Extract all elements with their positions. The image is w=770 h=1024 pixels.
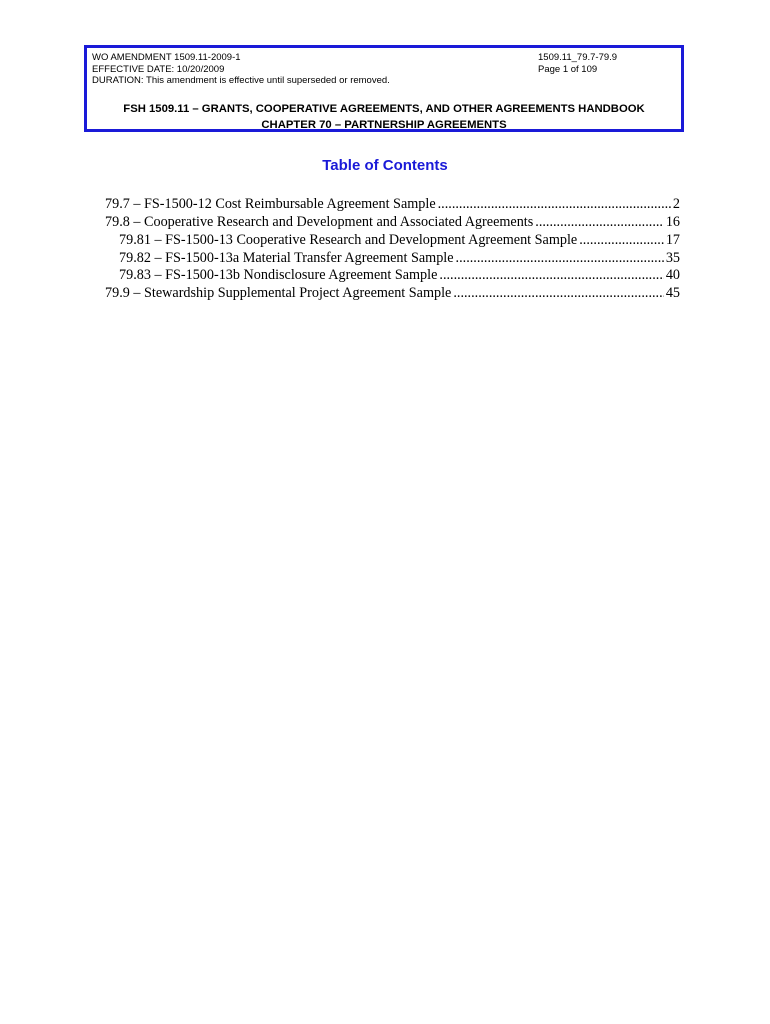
- toc-entry[interactable]: [105, 213, 680, 231]
- toc-leader-dots: [439, 266, 663, 284]
- duration-note: DURATION: This amendment is effective until superseded or removed.: [92, 75, 390, 86]
- effective-date: EFFECTIVE DATE: 10/20/2009: [92, 63, 225, 75]
- toc-entry-label: 79.9 – Stewardship Supplemental Project Agreement Sample: [105, 285, 452, 301]
- toc-entry-page: 45: [665, 285, 680, 301]
- toc-entry-label: 79.82 – FS-1500-13a Material Transfer Agreement Sample: [119, 250, 454, 266]
- toc-entry-label: 79.81 – FS-1500-13 Cooperative Research and Development Agreement Sample: [119, 232, 578, 248]
- toc-leader-dots: [579, 231, 664, 249]
- toc-leader-dots: [456, 249, 664, 267]
- handbook-title: FSH 1509.11 – GRANTS, COOPERATIVE AGREEMENTS, AND OTHER AGREEMENTS HANDBOOK: [123, 103, 645, 115]
- page-number: Page 1 of 109: [538, 63, 598, 75]
- toc-entry[interactable]: [119, 249, 680, 267]
- document-header: [84, 45, 684, 132]
- header-meta-right: [538, 52, 617, 75]
- toc-leader-dots: [438, 195, 671, 213]
- section-code: 1509.11_79.7-79.9: [538, 52, 618, 63]
- header-meta-left: [92, 52, 390, 87]
- toc-entry[interactable]: [119, 231, 680, 249]
- toc-entry[interactable]: [119, 266, 680, 284]
- toc-entry-page: 2: [672, 196, 680, 212]
- toc-entry-label: 79.8 – Cooperative Research and Development and Associated Agreements: [105, 214, 534, 230]
- toc-entry-page: 40: [665, 267, 680, 283]
- amendment-number: WO AMENDMENT 1509.11-2009-1: [92, 52, 241, 63]
- toc-heading: Table of Contents: [322, 157, 448, 174]
- handbook-title-block: [87, 101, 681, 133]
- toc-entry-label: 79.7 – FS-1500-12 Cost Reimbursable Agreement Sample: [105, 196, 436, 212]
- toc-entry-label: 79.83 – FS-1500-13b Nondisclosure Agreement Sample: [119, 267, 438, 283]
- toc-entry-page: 16: [665, 214, 680, 230]
- toc-entry[interactable]: [105, 284, 680, 302]
- toc-entry[interactable]: [105, 195, 680, 213]
- toc-leader-dots: [453, 284, 663, 302]
- toc-entry-page: 17: [665, 232, 680, 248]
- chapter-title: CHAPTER 70 – PARTNERSHIP AGREEMENTS: [261, 119, 507, 131]
- toc-leader-dots: [535, 213, 664, 231]
- toc-entry-page: 35: [665, 250, 680, 266]
